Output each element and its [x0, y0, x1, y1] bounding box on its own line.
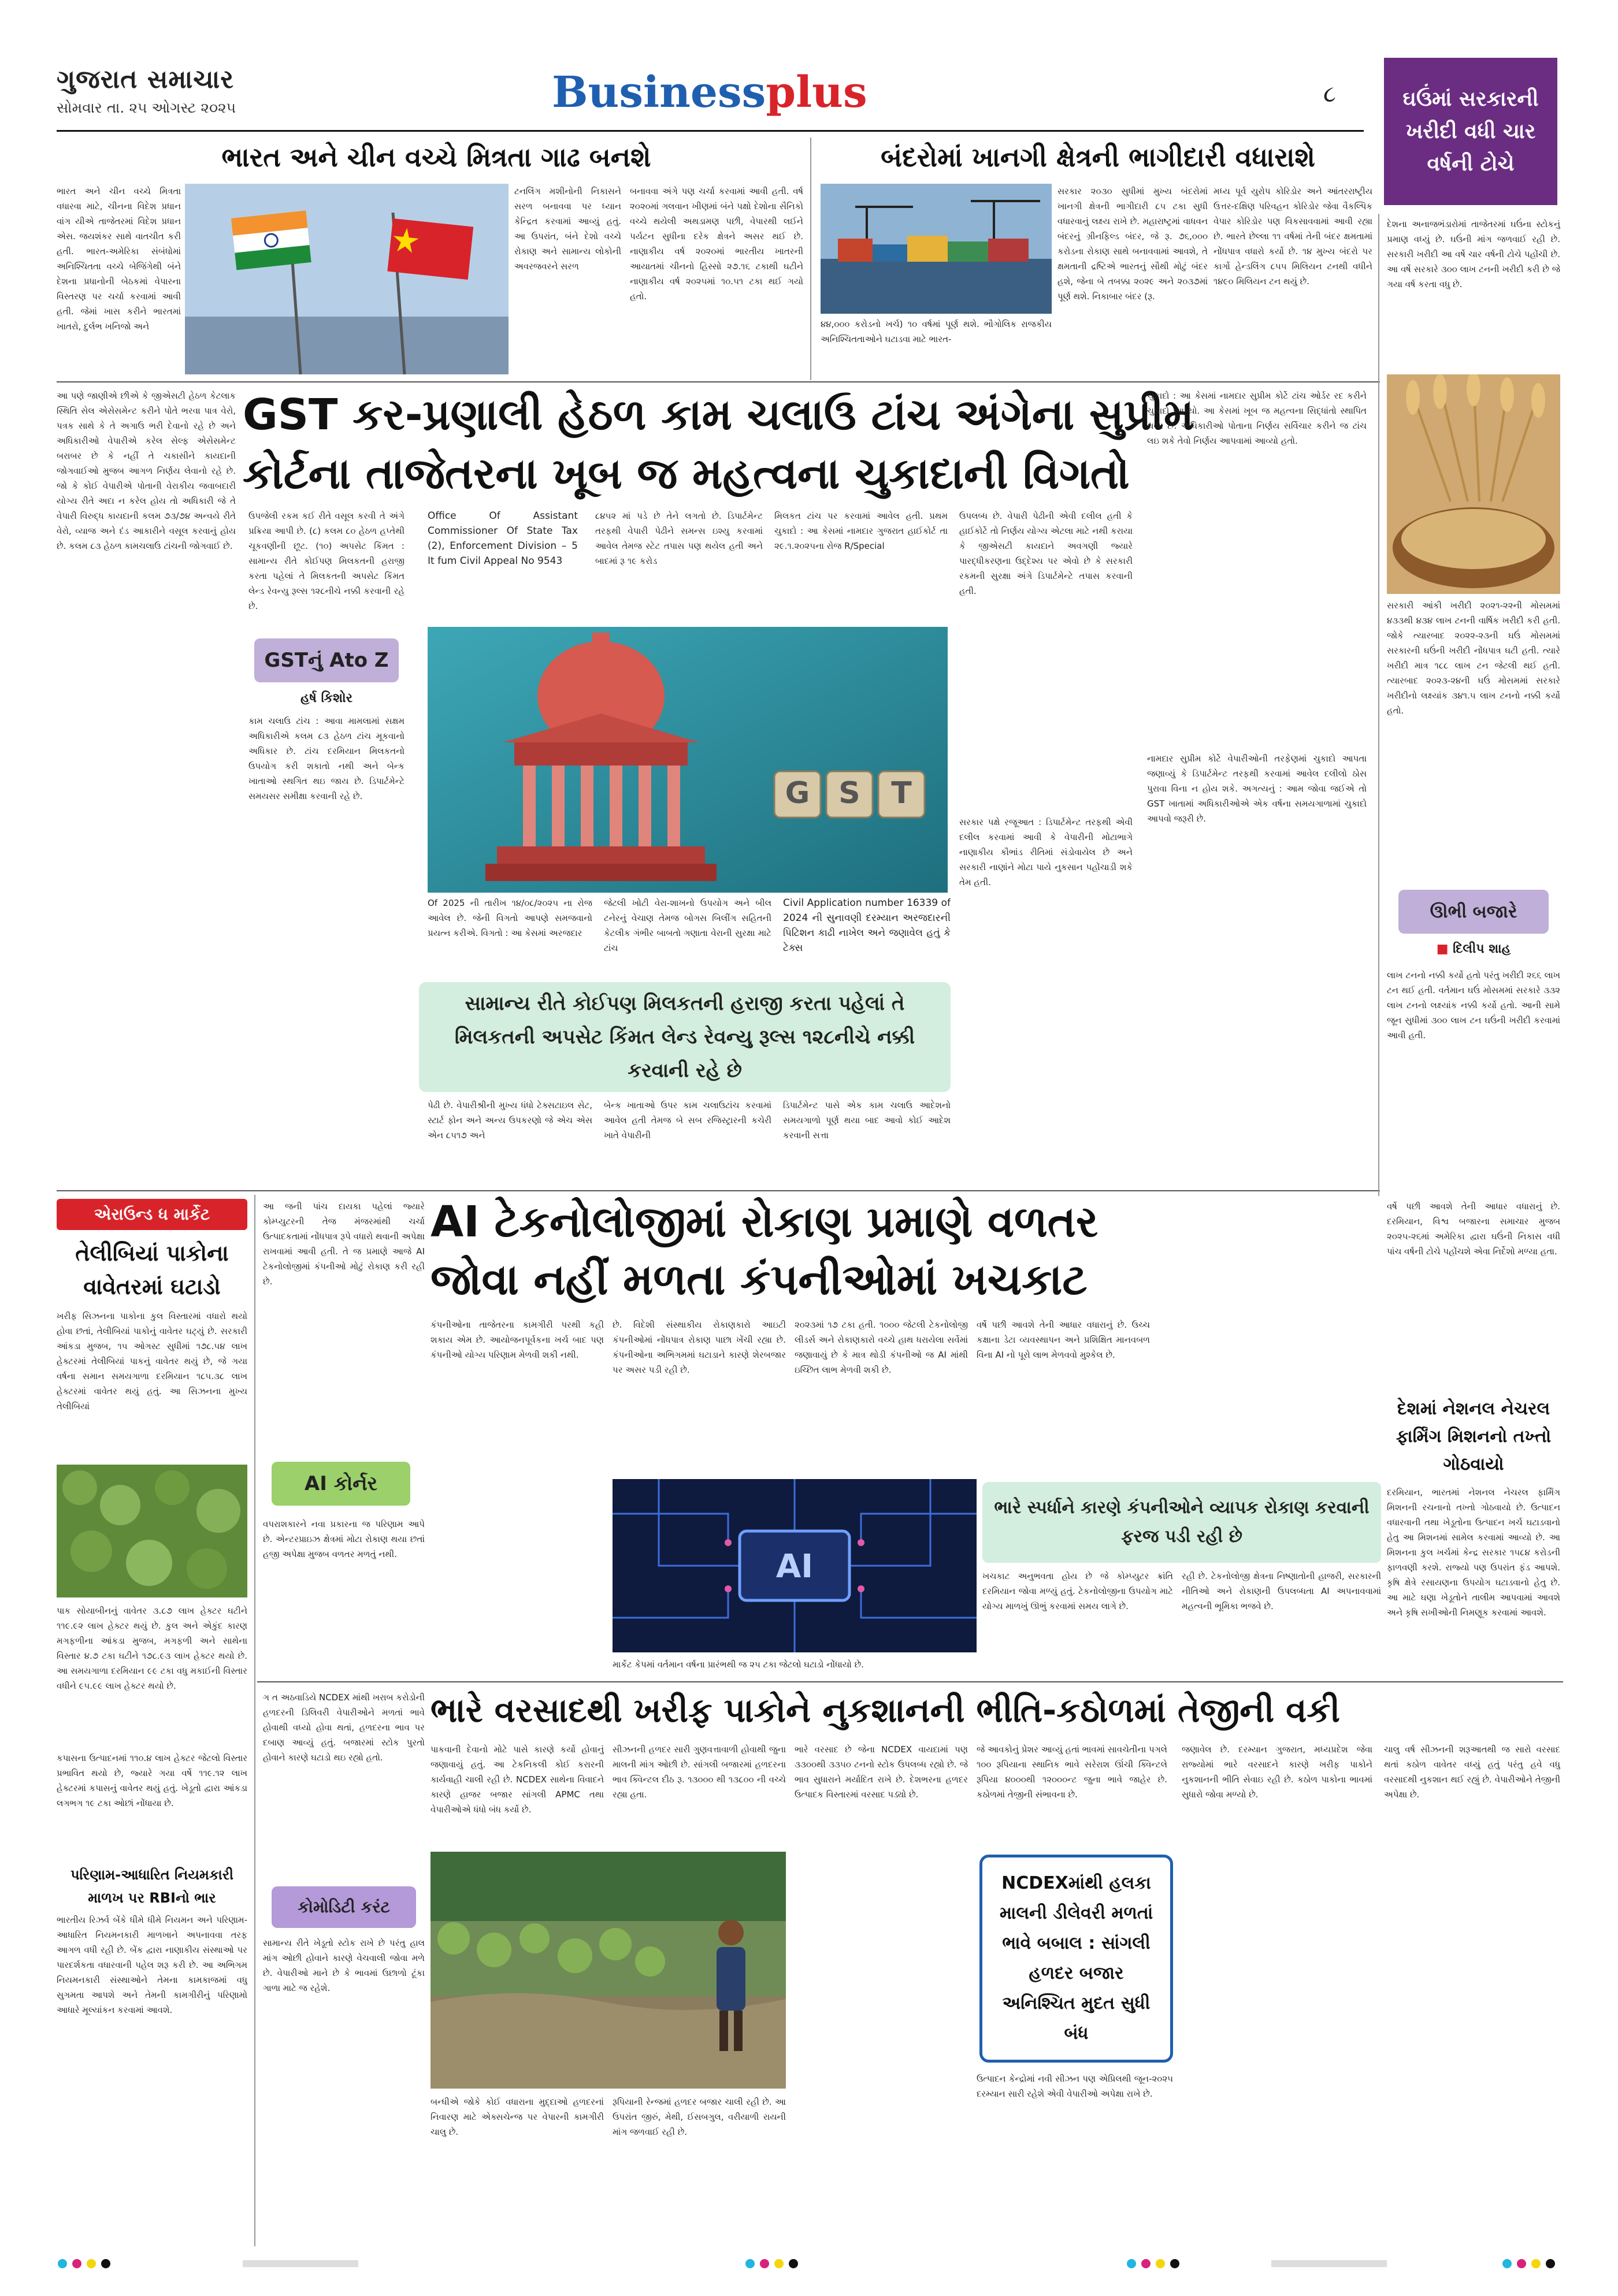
gst-dice-icon [774, 771, 925, 818]
gst-author: હર્ષ કિશોર [300, 691, 352, 705]
around-market-body: ખરીફ સિઝનના પાકોના કુલ વિસ્તારમાં વધારો થયો હોવા છતાં, તેલીબિયાં પાકોનું વાવેતર ઘટ્યું છે. સરકારી આંકડા મુજબ, ૧૫ ઓગસ્ટ સુધીમાં ૧૭૮.૫૪ લાખ હેક્ટરમાં તેલીબિયાં પાકનું વાવેતર થયું છે, જે ગયા વર્ષના સમાન સમયગાળા દરમિયાન ૧૮૫.૩૮ લાખ હેક્ટરમાં વાવેતર થયું હતું. આ સિઝનના મુખ્ય તેલીબિયાં [57, 1311, 247, 1411]
gst-pullquote [419, 982, 951, 1092]
gst-caption3: Civil Application number 16339 of 2024 ની સુનાવણી દરમ્યાન અરજદારની પિટિશન કાઢી નાખેલ અને જણાવેલ હતું કે ટેક્સ [783, 897, 951, 954]
footer-dot-yellow-3 [1156, 2259, 1165, 2268]
gst-lead: આ પણે જાણીએ છીએ કે જીએસટી હેઠળ કેટલાક સ્થિતિ સેલ એસેસમેન્ટ કરીને પોતે ભરવા પાત્ર વેરો, પત્રક સાથે કે તે અગાઉ ભરી દેવાનો રહે છે અને અધિકારીઓ વેપારીએ કરેલ સેલ્ફ એસેસમેન્ટ બરાબર છે કે નહીં તે ચકાસીને કાયદાની જોગવાઈઓ મુજબ આગળ નિર્ણય લેવાનો રહે છે. જો કે કોઈ વેપારીએ પોતાની વેરાકીય જવાબદારી યોગ્ય રીતે અદા ન કરેલ હોય તો અધિકારી જે તે વેપારી વિરુદ્ધ કાયદાની કલમ ૭૩/૭૪ અન્વયે રીતે વેરો, વ્યાજ અને દંડ આકારીને વસૂલ કરવાનું હોય છે. કલમ ૮૩ હેઠળ કામચલાઉ ટાંચની જોગવાઈ છે. [57, 391, 236, 551]
wheat-photo [1387, 374, 1560, 594]
india-flag-icon [231, 210, 311, 270]
rule-mid [57, 1190, 1380, 1191]
rbi-body: ભારતીય રિઝર્વ બેંકે ધીમે ધીમે નિયમન અને પરિણામ-આધારિત નિયમનકારી માળખાને અપનાવવા તરફ આગળ વધી રહી છે. બેંક દ્વારા નાણાકીય સંસ્થાઓ પર પારદર્શકતા વધારવાની પહેલ શરૂ કરી છે. આ અભિગમ નિયમનકારી સંસ્થાઓને તેમના કામકાજમાં વધુ સુગમતા આપશે અને તેમની કામગીરીનું પરિણામો આધારે મૂલ્યાંકન કરવામાં આવશે. [57, 1915, 247, 2015]
gst-col-c: Office Of Assistant Commissioner Of State Tax (2), Enforcement Division – 5 It fum Civil Appeal No 9543 [428, 510, 578, 567]
around-market-body3: કપાસના ઉત્પાદનમાં ૧૧૦.૪ લાખ હેક્ટર જેટલો વિસ્તાર પ્રભાવિત થયો છે, જ્યારે ગયા વર્ષે ૧૧૯.૧૨ લાખ હેક્ટરમાં કપાસનું વાવેતર થયું હતું. ખેડૂતો દ્વારા આંકડા લગભગ ૧૯ ટકા ઓછાં નોંધાયા છે. [57, 1753, 247, 1808]
divider-top [810, 138, 811, 380]
footer-dot-black-4 [1546, 2259, 1555, 2268]
gst-col-i: નામદાર સુપ્રીમ કોર્ટે વેપારીઓની તરફેણમાં ચુકાદો આપતા જણાવ્યું કે ડિપાર્ટમેન્ટ તરફથી કરવામાં આવેલ દલીલો ઠોસ પુરાવા વિના ન હોય શકે. અગત્યનું : આમ જોવા જઈએ તો GST ખાતામાં અધિકારીઓએ એક વર્ષના સમયગાળામાં ચુકાદો આપવો જરૂરી છે. [1147, 753, 1367, 824]
ai-corner-label: AI કોર્નર [304, 1472, 378, 1495]
ai-col2-lower: વપરાશકારને નવા પ્રકારના જ પરિણામ આપે છે. એન્ટરપ્રાઇઝ ક્ષેત્રમાં મોટા રોકાણ થયા છતાં હજી અપેક્ષા મુજબ વળતર મળતું નથી. [263, 1519, 425, 1559]
footer-dot-cyan-1 [58, 2259, 67, 2268]
footer-dot-black-2 [789, 2259, 798, 2268]
gst-caption2: જેટલી ખોટી વેરા-શાખનો ઉપયોગ અને બીલ ટનેરનું વેચાણ તેમજ બોગસ બિલીંગ સહિતની કેટલીક ગંભીર બાબતો ગણાતા વેરાની સુરક્ષા માટે ટાંચ [604, 898, 771, 953]
ai-col8: રહી છે. ટેકનોલોજી ક્ષેત્રના નિષ્ણાતોની હાજરી, સરકારની નીતિઓ અને રોકાણની ઉપલબ્ધતા AI અપનાવવામાં મહત્વની ભૂમિકા ભજવે છે. [1182, 1571, 1381, 1611]
masthead-rule [57, 130, 1364, 132]
gst-col-g: ચુકાદો : આ કેસમાં નામદાર સુપ્રીમ કોર્ટે ટાંચ ઓર્ડર રદ કરીને ચુકાદો આપ્યો. આ કેસમાં ખૂબ જ મહત્વના સિદ્ધાંતો સ્થાપિત થયા છે. અધિકારીઓ પોતાના નિર્ણય સર્વિચાર કરીને જ ટાંચ લઇ શકે તેવો નિર્ણય આપવામાં આવ્યો હતો. [1147, 391, 1367, 446]
svg-text:AI: AI [775, 1548, 814, 1585]
ai-col5: ૨૦૨૩માં ૧૭ ટકા હતી. ૧૦૦૦ જેટલી ટેકનોલોજી લીડર્સ અને રોકાણકારો વચ્ચે હાથ ધરાયેલા સર્વેમાં જણાવાયું છે કે માત્ર થોડી કંપનીઓ જ AI માંથી ઇચ્છિત લાભ મેળવી શકી છે. [795, 1320, 968, 1375]
rain-col7: ચાલુ વર્ષ સીઝનની શરૂઆતથી જ સારો વરસાદ થતાં કઠોળ વાવેતર વધ્યું હતું પરંતુ હવે વધુ વરસાદથી નુકશાન થઈ રહ્યું છે. વેપારીઓને તેજીની અપેક્ષા છે. [1384, 1744, 1560, 1800]
ai-lead: આ જની પાંચ દાયકા પહેલાં જ્યારે કોમ્પ્યુટરની તેજ મંજરમાંથી ચર્ચા ઉત્પાદકતામાં નોંધપાત્ર રૂપે વધારો થવાની અપેક્ષા રાખવામાં આવી હતી. તે જ પ્રમાણે આજે AI ટેકનોલોજીમાં કંપનીઓ મોટું રોકાણ કરી રહી છે. [263, 1201, 425, 1287]
port-photo [821, 184, 1052, 314]
around-market-tag [57, 1199, 247, 1230]
paper-name: ગુજરાત સમાચાર [57, 65, 234, 94]
ai-headline-1: AI ટેકનોલોજીમાં રોકાણ પ્રમાણે વળતર [431, 1197, 1099, 1247]
ai-col3: કંપનીઓના તાજેતરના કામગીરી પરથી કહી શકાય એમ છે. આયોજનપૂર્વકના ખર્ચ બાદ પણ કંપનીઓ યોગ્ય પરિણામ મેળવી શકી નથી. [431, 1320, 604, 1360]
wheat-body2: લાખ ટનનો નક્કી કર્યો હતો પરંતુ ખરીદી ૨૬૬ લાખ ટન થઈ હતી. વર્તમાન ઘઉં મોસમમાં સરકારે ૩૩૨ લાખ ટનનો લક્ષ્યાંક નક્કી કર્યો હતો. આની સામે જૂન સુધીમાં ૩૦૦ લાખ ટન ઘઉંની ખરીદી કરવામાં આવી હતી. [1387, 970, 1560, 1041]
port-image [821, 184, 1052, 314]
page-number: ૮ [1323, 81, 1336, 107]
footer-dot-cyan-2 [745, 2259, 755, 2268]
date-line: સોમવાર તા. ૨૫ ઓગસ્ટ ૨૦૨૫ [57, 99, 236, 116]
flood-image [431, 1852, 786, 2089]
rain-headline: ભારે વરસાદથી ખરીફ પાકોને નુકશાનની ભીતિ-કઠોળમાં તેજીની વકી [431, 1691, 1340, 1730]
ai-col6: વર્ષે પછી આવશે તેની આધાર વધારાનું છે. ઉચ્ચ કક્ષાના ડેટા વ્યવસ્થાપન અને પ્રશિક્ષિત માનવબળ વિના AI નો પૂરો લાભ મેળવવો મુશ્કેલ છે. [977, 1320, 1150, 1360]
footer-dot-magenta-1 [72, 2259, 81, 2268]
ai-col4: છે. વિદેશી સંસ્થાકીય રોકાણકારો આઇટી કંપનીઓમાં નોંધપાત્ર રોકાણ પાછા ખેંચી રહ્યા છે. કંપનીઓના અભિગમમાં ઘટાડાને કારણે શેરબજાર પર અસર પડી રહી છે. [613, 1320, 786, 1375]
wheat-body3: વર્ષે પછી આવશે તેની આધાર વધારાનું છે. દરમિયાન, વિશ્વ બજારના સમાચાર મુજબ ૨૦૨૫-૨૬માં અમેરિકા દ્વારા ઘઉંની નિકાસ વધી પાંચ વર્ષની ટોચે પહોંચશે એવા નિર્દેશો મળ્યા હતા. [1387, 1201, 1560, 1257]
gst-col-h: સરકાર પક્ષે રજૂઆત : ડિપાર્ટમેન્ટ તરફથી એવી દલીલ કરવામાં આવી કે વેપારીની મોટાભાગે નાણાકીય કૌભાંડ રીતિમાં સંડોવાયેલ છે અને સરકારી નાણાંને મોટા પાયે નુકસાન પહોંચાડી શકે તેમ હતી. [959, 817, 1133, 887]
gst-headline-1: GST કર-પ્રણાલી હેઠળ કામ ચલાઉ ટાંચ અંગેના સુપ્રીમ [243, 390, 1194, 440]
ai-col7: ખચકાટ અનુભવતા હોય છે જે કોમ્પ્યુટર ક્રાંતિ દરમિયાન જોવા મળ્યું હતું. ટેકનોલોજીના ઉપયોગ માટે યોગ્ય માળખું ઊભું કરવામાં સમય લાગે છે. [982, 1571, 1173, 1611]
soybean-image [57, 1465, 247, 1597]
around-market-headline: તેલીબિયાં પાકોના વાવેતરમાં ઘટાડો [75, 1240, 229, 1299]
india-china-col3: બનાવવા અંગે પણ ચર્ચા કરવામાં આવી હતી. વર્ષ ૨૦૨૦માં ગલવાન ખીણમાં બંને પક્ષો દેશોના સૈનિકો વચ્ચે થયેલી અથડામણ પછી, વેપારથી લઈને પર્યટન સુધીના દરેક ક્ષેત્રને અસર થઈ છે. નાણાકીય વર્ષ ૨૦૨૦માં ભારતીય ખાતરની આયાતમાં ચીનનો હિસ્સો ૨૭.૧૬ ટકાથી ઘટીને નાણાકીય વર્ષ ૨૦૨૫માં ૧૦.૫૧ ટકા થઈ ગયો હતો. [630, 186, 803, 302]
gst-bottom1: પેઢી છે. વેપારીશ્રીની મુખ્ય ધંધો ટેક્સટાઇલ સેટ, સ્ટાર્ટ ફોન અને અન્ય ઉપકરણો જે એચ એસ એન ૮૫૧૭ અને [428, 1100, 592, 1140]
wheat-lead: દેશના અનાજભંડારોમાં તાજેતરમાં ઘઉંના સ્ટોકનું પ્રમાણ વધ્યું છે. ઘઉંની માંગ જળવાઈ રહી છે. સરકારી ખરીદી આ વર્ષે ચાર વર્ષની ટોચે પહોંચી છે. આ વર્ષે સરકારે ૩૦૦ લાખ ટનની ખરીદી કરી છે જે ગયા વર્ષ કરતા વધુ છે. [1387, 219, 1560, 289]
rain-body2: સામાન્ય રીતે ખેડૂતો સ્ટોક રાખે છે પરંતુ હાલ માંગ ઓછી હોવાને કારણે વેચવાલી જોવા મળે છે. વેપારીઓ માને છે કે ભાવમાં ઉછાળો ટૂંકા ગાળા માટે જ રહેશે. [263, 1938, 425, 1993]
footer-dot-yellow-1 [87, 2259, 96, 2268]
china-flag-icon [387, 218, 473, 280]
divider-right [1378, 214, 1379, 1196]
footer-gray-bar-1 [243, 2260, 358, 2267]
gst-atoz-badge [254, 638, 399, 682]
ai-subheadline [982, 1482, 1381, 1563]
gst-col-f: ઉપલબ્ધ છે. વેપારી પેઢીની એવી દલીલ હતી કે હાઈકોર્ટે તો નિર્ણય યોગ્ય એટલા માટે નથી કરાયા કે જીએસટી કાયદાને અવગણી જ્યારે પારદ્ધીકરણના ઉદ્દેશ્ય પર એવો છે કે સરકારી રકમની સુરક્ષા અંગે ડિપાર્ટમેન્ટે તપાસ કરવાની હતી. [959, 511, 1133, 596]
gst-caption1: Of 2025 ની તારીખ ૧૪/૦૮/૨૦૨૫ ના રોજ આવેલ છે. જેની વિગતો આપણે સમજવાનો પ્રયત્ન કરીએ. વિગતો : આ કેસમાં અરજદાર [428, 898, 592, 938]
rain-col3: સીઝનની હળદર સારી ગુણવત્તાવાળી હોવાથી જુના માલની માંગ ઓછી છે. સાંગલી બજારમાં હળદરના ભાવ ક્વિન્ટલ દીઠ રૂ. ૧૩૦૦૦ થી ૧૩૮૦૦ ની વચ્ચે રહ્યા હતા. [613, 1744, 786, 1800]
footer-registration [0, 2253, 1618, 2282]
commodity-badge-label: કોમોડિટી કરંટ [298, 1897, 390, 1916]
headline-india-china: ભારત અને ચીન વચ્ચે મિત્રતા ગાઢ બનશે [221, 142, 651, 173]
headline-ports: બંદરોમાં ખાનગી ક્ષેત્રની ભાગીદારી વધારાશે [881, 142, 1315, 173]
gst-col-b: ઉપજેલી રકમ કઈ રીતે વસૂલ કરવી તે અંગે પ્રક્રિયા આપી છે. (૮) કલમ ૮૦ હેઠળ હપ્તેથી ચૂકવણીની છૂટ. (૧૦) અપસેટ કિંમત : સામાન્ય રીતે કોઈપણ મિલકતની હરાજી કરતા પહેલાં તે મિલકતની અપસેટ કિંમત લેન્ડ રેવન્યુ રૂલ્સ ૧૨૮નીચે નક્કી કરવાની રહે છે. [248, 511, 404, 611]
around-market-body2: પાક સોયાબીનનું વાવેતર ૩.૮૭ લાખ હેક્ટર ઘટીને ૧૧૯.૯૨ લાખ હેક્ટર થયું છે. કુલ અને એકુંદ કારણ મગફળીના આંકડા મુજબ, મગફળી અને સાથેના વિસ્તાર ૪.૭ ટકા ઘટીને ૧૭૮.૯૩ લાખ હેક્ટર થયો છે. આ સમયગાળા દરમિયાન ૯૯ ટકા વધુ મકાઈની વિસ્તાર વધીને ૯૫.૯૯ લાખ હેક્ટર થયો છે. [57, 1606, 247, 1691]
ai-corner-badge [272, 1462, 410, 1506]
gst-col-a2: કામ ચલાઉ ટાંચ : આવા મામલામાં સક્ષમ અધિકારીએ કલમ ૮૩ હેઠળ ટાંચ મૂકવાનો અધિકાર છે. ટાંચ દરમિયાન મિલકતનો ઉપયોગ કરી શકાતો નથી અને બેન્ક ખાતાઓ સ્થગિત થઇ જાય છે. ડિપાર્ટમેન્ટે સમયસર સમીક્ષા કરવાની રહે છે. [248, 716, 404, 801]
rain-bottom1: બન્ધીએ જોકે કોઈ વધારાના મુદ્દાઓ હળદરનાં નિવારણ માટે એક્સચેન્જ પર વેપારની કામગીરી ચાલુ છે. [431, 2097, 604, 2137]
mission-headline: દેશમાં નેશનલ નેચરલ ફાર્મિંગ મિશનનો તખ્તો ગોઠવાયો [1396, 1399, 1552, 1474]
india-china-col2: ટનલિંગ મશીનોની નિકાસને સરળ બનાવવા પર ધ્યાન કેન્દ્રિત કરવામાં આવ્યું હતું. આ ઉપરાંત, બંને દેશો વચ્ચે રોકાણ અને સામાન્ય લોકોની અવરજવરને સરળ [514, 186, 621, 272]
author-bullet-icon: ■ [1436, 942, 1453, 956]
ai-chip-image [613, 1479, 977, 1652]
svg-text:T: T [891, 776, 912, 811]
rain-col5: જે આવકોનું પ્રેશર આવ્યું હતાં ભાવમાં સાવચેતીના પગલે ૧૦૦ રૂપિયાના સ્થાનિક ભાવે સરેરાશ ઊંચી ક્વિન્ટલે રૂપિયા ૪૦૦૦થી ૧૨૦૦૦ન્ટ જુના ભાવે જાહેર છે. કઠોળમાં તેજીની સંભાવના છે. [977, 1744, 1167, 1800]
ncdex-callout-text: NCDEXમાંથી હલકા માલની ડીલેવરી મળતાં ભાવે બબાલ : સાંગલી હળદર બજાર અનિશ્ચિત મુદત સુધી બંધ [999, 1873, 1153, 2044]
supreme-court-image [428, 627, 948, 893]
footer-dot-cyan-4 [1502, 2259, 1512, 2268]
footer-dot-cyan-3 [1127, 2259, 1136, 2268]
flood-photo [431, 1852, 786, 2089]
wheat-image [1387, 374, 1560, 594]
rain-lead: ગ ત અઠવાડિયે NCDEX માંથી ખરાબ કરોડોની હળદરની ડિલિવરી વેપારીઓને મળતાં ભાવે હોવાથી વધ્યો હોવા થતાં, હળદરના ભાવ પર દબાણ આવ્યું હતું. બજારમાં સ્ટોક પુરતો હોવાને કારણે ઘટાડો થઇ રહ્યો હતો. [263, 1692, 425, 1763]
mission-body: દરમિયાન, ભારતમાં નેશનલ નેચરલ ફાર્મિંગ મિશનની રચનાનો તખ્તો ગોઠવાયો છે. ઉત્પાદન વધારવાની તથા ખેડૂતોના ઉત્પાદન ખર્ચ ઘટાડવાનો હેતુ આ મિશનમાં સામેલ કરવામાં આવ્યો છે. આ મિશનના કુલ ખર્ચમાં કેન્દ્ર સરકાર ૧૫૮૪ કરોડની ફાળવણી કરશે. રાજ્યો પણ ઉપરાંત ફંડ આપશે. કૃષિ ક્ષેત્રે રસાયણના ઉપયોગ ઘટાડવાનો હેતુ છે. આ માટે ઘણા ખેડૂતોને તાલીમ આપવામાં આવશે અને કૃષિ સખીઓની નિમણૂક કરવામાં આવશે. [1387, 1487, 1560, 1618]
wheat-badge-label: ઊભી બજારે [1430, 901, 1517, 922]
ncdex-callout [979, 1855, 1173, 2063]
ports-col2: ૪૪,૦૦૦ કરોડનો ખર્ચ) ૧૦ વર્ષમાં પૂર્ણ થશે. ભૌગોલિક રાજકીય અનિશ્ચિતતાઓને ઘટાડવા માટે ભારત- [821, 319, 1052, 344]
supreme-court-photo [428, 627, 948, 893]
corner-box [1384, 58, 1557, 205]
section-business: Business [552, 68, 766, 117]
section-plus: plus [766, 68, 867, 117]
gst-atoz-label: GSTનું Ato Z [264, 649, 389, 672]
footer-dot-yellow-4 [1531, 2259, 1541, 2268]
divider-left [254, 1195, 255, 2246]
corner-box-title: ઘઉંમાં સરકારની ખરીદી વધી ચાર વર્ષની ટોચે [1402, 87, 1539, 176]
section-title [552, 66, 867, 118]
soybean-photo [57, 1465, 247, 1597]
gst-col-e: મિલકત ટાંચ પર કરવામાં આવેલ હતી. પ્રથમ ચુકાદો : આ કેસમાં નામદાર ગુજરાત હાઈકોર્ટ તા ૨૯.૧.૨૦૨૫ના રોજ R/Special [774, 511, 948, 551]
wheat-body: સરકારી આંકી ખરીદી ૨૦૨૧-૨૨ની મોસમમાં ૪૩૩થી ૪૩૪ લાખ ટનની વાર્ષિક ખરીદી કરી હતી. જોકે ત્યારબાદ ૨૦૨૨-૨૩ની ઘઉં મોસમમાં સરકારની ઘઉંની ખરીદી નોંધપાત્ર ઘટી હતી. ત્યારે ખરીદી માત્ર ૧૮૮ લાખ ટન જેટલી થઈ હતી. ત્યારબાદ ૨૦૨૩-૨૪ની ઘઉં મોસમમાં સરકારે ખરીદીનો લક્ષ્યાંક ૩૪૧.૫ લાખ ટનનો નક્કી કર્યો હતો. [1387, 600, 1560, 716]
gst-bottom2: બેન્ક ખાતાઓ ઉપર કામ ચલાઉટાંચ કરવામાં આવેલ હતી તેમજ બે સબ રજિસ્ટ્રારની કચેરી ખાતે વેપારીની [604, 1100, 771, 1140]
footer-dot-magenta-4 [1517, 2259, 1526, 2268]
rain-bottom3: ઉત્પાદન કેન્દ્રોમાં નવી સીઝન પણ એપ્રિલથી જૂન-૨૦૨૫ દરમ્યાન સારી રહેશે એવી વેપારીઓ અપેક્ષા રાખે છે. [977, 2074, 1173, 2099]
footer-dot-black-3 [1170, 2259, 1179, 2268]
india-china-col1: ભારત અને ચીન વચ્ચે મિત્રતા વધારવા માટે, ચીનના વિદેશ પ્રધાન વાંગ યીએ તાજેતરમાં વિદેશ પ્રધાન એસ. જયશંકર સાથે વાતચીત કરી હતી. ભારત-અમેરિકા સંબંધોમાં અનિશ્ચિતતા વચ્ચે બેજિંગેથી બંને દેશના પ્રધાનોની બેઠકમાં વેપારના વિસ્તરણ પર ચર્ચા કરવામાં આવી હતી. જેમાં ખાસ કરીને ભારતમાં ખાતરો, દુર્લભ ખનિજો અને [57, 186, 181, 332]
wheat-author-name: દિલીપ શાહ [1453, 942, 1511, 956]
rule-below-top [57, 381, 1380, 382]
gst-col-d: ૮૪૫૨ માં પડે છે તેને લગતો છે. ડિપાર્ટમેન્ટ તરફથી વેપારી પેઢીને સમન્સ ઇશ્યુ કરવામાં આવેલ તેમજ સ્ટેટ તપાસ પણ થયેલ હતી અને બાદમાં રૂ ૧૯ કરોડ [595, 511, 763, 566]
ai-subheadline-text: ભારે સ્પર્ધાને કારણે કંપનીઓને વ્યાપક રોકાણ કરવાની ફરજ પડી રહી છે [994, 1498, 1370, 1547]
svg-text:S: S [838, 776, 860, 811]
ports-col1: સરકાર ૨૦૩૦ સુધીમાં મુખ્ય બંદરોમાં ખાનગી ક્ષેત્રની ભાગીદારી ૮૫ ટકા સુધી વધારવાનું લક્ષ્ય રાખે છે. મહારાષ્ટ્રમાં વાધવન બંદરનું ગ્રીનફિલ્ડ બંદર, જે રૂ. ૭૬,૦૦૦ કરોડના રોકાણ સાથે બનાવવામાં આવશે, તે ક્ષમતાની દ્રષ્ટિએ ભારતનું સૌથી મોટું બંદર હશે, જેના બે તબક્કા ૨૦૨૯ અને ૨૦૩૭માં પૂર્ણ થશે. નિકાબાર બંદર (રૂ. [1057, 186, 1208, 302]
rain-col2: પાકવાની દેવાનો મોટે પાસે કારણે કર્યો હોવાનું જણાવાયું હતું. આ ટેકનિકલી કોઈ કરારની કાર્યવાહી ચાલી રહી છે. NCDEX સાથેના વિવાદને કારણે હાજર બજાર સાંગલી APMC તથા વેપારીઓએ ધંધો બંધ કર્યો છે. [431, 1744, 604, 1815]
wheat-badge [1398, 890, 1549, 934]
gst-pullquote-text: સામાન્ય રીતે કોઈપણ મિલકતની હરાજી કરતા પહેલાં તે મિલકતની અપસેટ કિંમત લેન્ડ રેવન્યુ રૂલ્સ ૧૨૮નીચે નક્કી કરવાની રહે છે [454, 992, 915, 1082]
ai-chip-photo [613, 1479, 977, 1652]
gst-bottom3: ડિપાર્ટમેન્ટ પાસે એક કામ ચલાઉ આદેશનો સમયગાળો પૂર્ણ થયા બાદ આવો કોઈ આદેશ કરવાની સત્તા [783, 1100, 951, 1140]
rain-bottom2: રૂપિયાની રેન્જમાં હળદર બજાર ચાલી રહી છે. આ ઉપરાંત જીરું, મેથી, ઈસબગુલ, વરીયાળી રાયની માંગ જળવાઈ રહી છે. [613, 2097, 786, 2137]
svg-text:G: G [785, 776, 810, 811]
rain-col6: જણાવેલ છે. દરમ્યાન ગુજરાત, મધ્યપ્રદેશ જેવા રાજ્યોમાં ભારે વરસાદને કારણે ખરીફ પાકોને નુકશાનની ભીતિ સેવાઇ રહી છે. કઠોળ પાકોના ભાવમાં સુધારો જોવા મળ્યો છે. [1182, 1744, 1372, 1800]
footer-dot-magenta-2 [760, 2259, 769, 2268]
flags-image [185, 184, 509, 374]
commodity-badge [272, 1886, 416, 1928]
footer-gray-bar-2 [1271, 2260, 1387, 2267]
wheat-author [1398, 942, 1549, 956]
flags-photo [185, 184, 509, 374]
masthead [0, 0, 1618, 133]
gst-headline-2: કોર્ટના તાજેતરના ખૂબ જ મહત્વના ચુકાદાની વિગતો [243, 449, 1130, 499]
around-market-label: એરાઉન્ડ ધ માર્કેટ [94, 1205, 210, 1224]
rule-lower [257, 1681, 1563, 1682]
footer-dot-black-1 [101, 2259, 110, 2268]
ports-col3: મધ્ય પૂર્વ યુરોપ કોરિડોર અને આંતરરાષ્ટ્રીય ઉત્તર-દક્ષિણ પરિવહન કોરિડોર જેવા વૈકલ્પિક વેપાર કોરિડોર પણ વિકસાવવામાં આવી રહ્યા છે. ભારતે છેલ્લા ૧૧ વર્ષમાં તેની બંદર ક્ષમતામાં નોંધપાત્ર વધારો કર્યો છે. ૧૪ મુખ્ય બંદરો પર કાર્ગો હેન્ડલિંગ ૮૫૫ મિલિયન ટનથી વધીને ૧૪૯૦ મિલિયન ટન થયું છે. [1214, 186, 1372, 287]
rain-col4: ભારે વરસાદ છે જેના NCDEX વાયદામાં પણ ૩૩૦૦થી ૩૩૫૦ ટનનો સ્ટોક ઉપલબ્ધ રહ્યો છે. જે ભાવ સુધારાને મર્યાદિત રાખે છે. દેશભરના હળદર ઉત્પાદક વિસ્તારમાં વરસાદ પડ્યો છે. [795, 1744, 968, 1800]
footer-dot-magenta-3 [1141, 2259, 1151, 2268]
footer-dot-yellow-2 [774, 2259, 784, 2268]
ai-headline-2: જોવા નહીં મળતા કંપનીઓમાં ખચકાટ [431, 1255, 1088, 1305]
rbi-headline: પરિણામ-આધારિત નિયમકારી માળખ પર RBIનો ભાર [70, 1867, 234, 1906]
ai-caption: માર્કેટ કેપમાં વર્તમાન વર્ષના પ્રારંભથી જ ૨૫ ટકા જેટલો ઘટાડો નોંધાયો છે. [613, 1659, 864, 1670]
